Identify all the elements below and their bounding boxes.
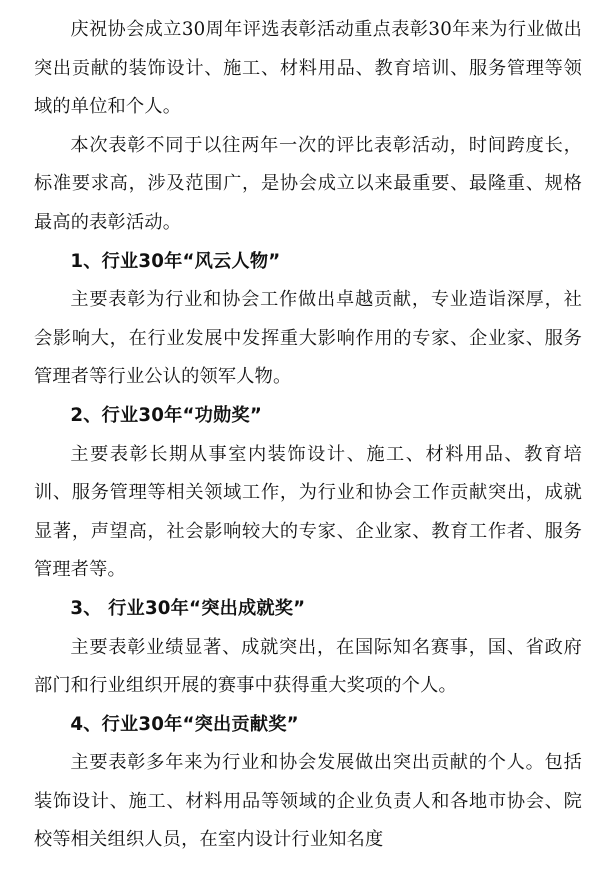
section-3-paragraph: 主要表彰业绩显著、成就突出，在国际知名赛事，国、省政府部门和行业组织开展的赛事中获得重大奖项的个人。 — [34, 636, 582, 697]
section-2-paragraph: 主要表彰长期从事室内装饰设计、施工、材料用品、教育培训、服务管理等相关领域工作，为行业和协会工作贡献突出，成就显著，声望高，社会影响较大的专家、企业家、教育工作者、服务管理者等。 — [34, 443, 582, 581]
intro-paragraph: 庆祝协会成立30周年评选表彰活动重点表彰30年来为行业做出突出贡献的装饰设计、施工、材料用品、教育培训、服务管理等领域的单位和个人。 — [34, 19, 582, 118]
section-heading-1: 1、行业30年“风云人物” — [70, 250, 281, 272]
section-heading-2: 2、行业30年“功勋奖” — [70, 404, 262, 426]
scope-paragraph: 本次表彰不同于以往两年一次的评比表彰活动，时间跨度长，标准要求高，涉及范围广，是协会成立以来最重要、最隆重、规格最高的表彰活动。 — [34, 134, 582, 233]
section-heading-3: 3、 行业30年“突出成就奖” — [70, 597, 306, 619]
section-4-paragraph: 主要表彰多年来为行业和协会发展做出突出贡献的个人。包括装饰设计、施工、材料用品等领域的企业负责人和各地市协会、院校等相关组织人员，在室内设计行业知名度 — [34, 752, 582, 851]
section-heading-4: 4、行业30年“突出贡献奖” — [70, 713, 299, 735]
section-1-paragraph: 主要表彰为行业和协会工作做出卓越贡献，专业造诣深厚，社会影响大，在行业发展中发挥重大影响作用的专家、企业家、服务管理者等行业公认的领军人物。 — [34, 289, 582, 388]
